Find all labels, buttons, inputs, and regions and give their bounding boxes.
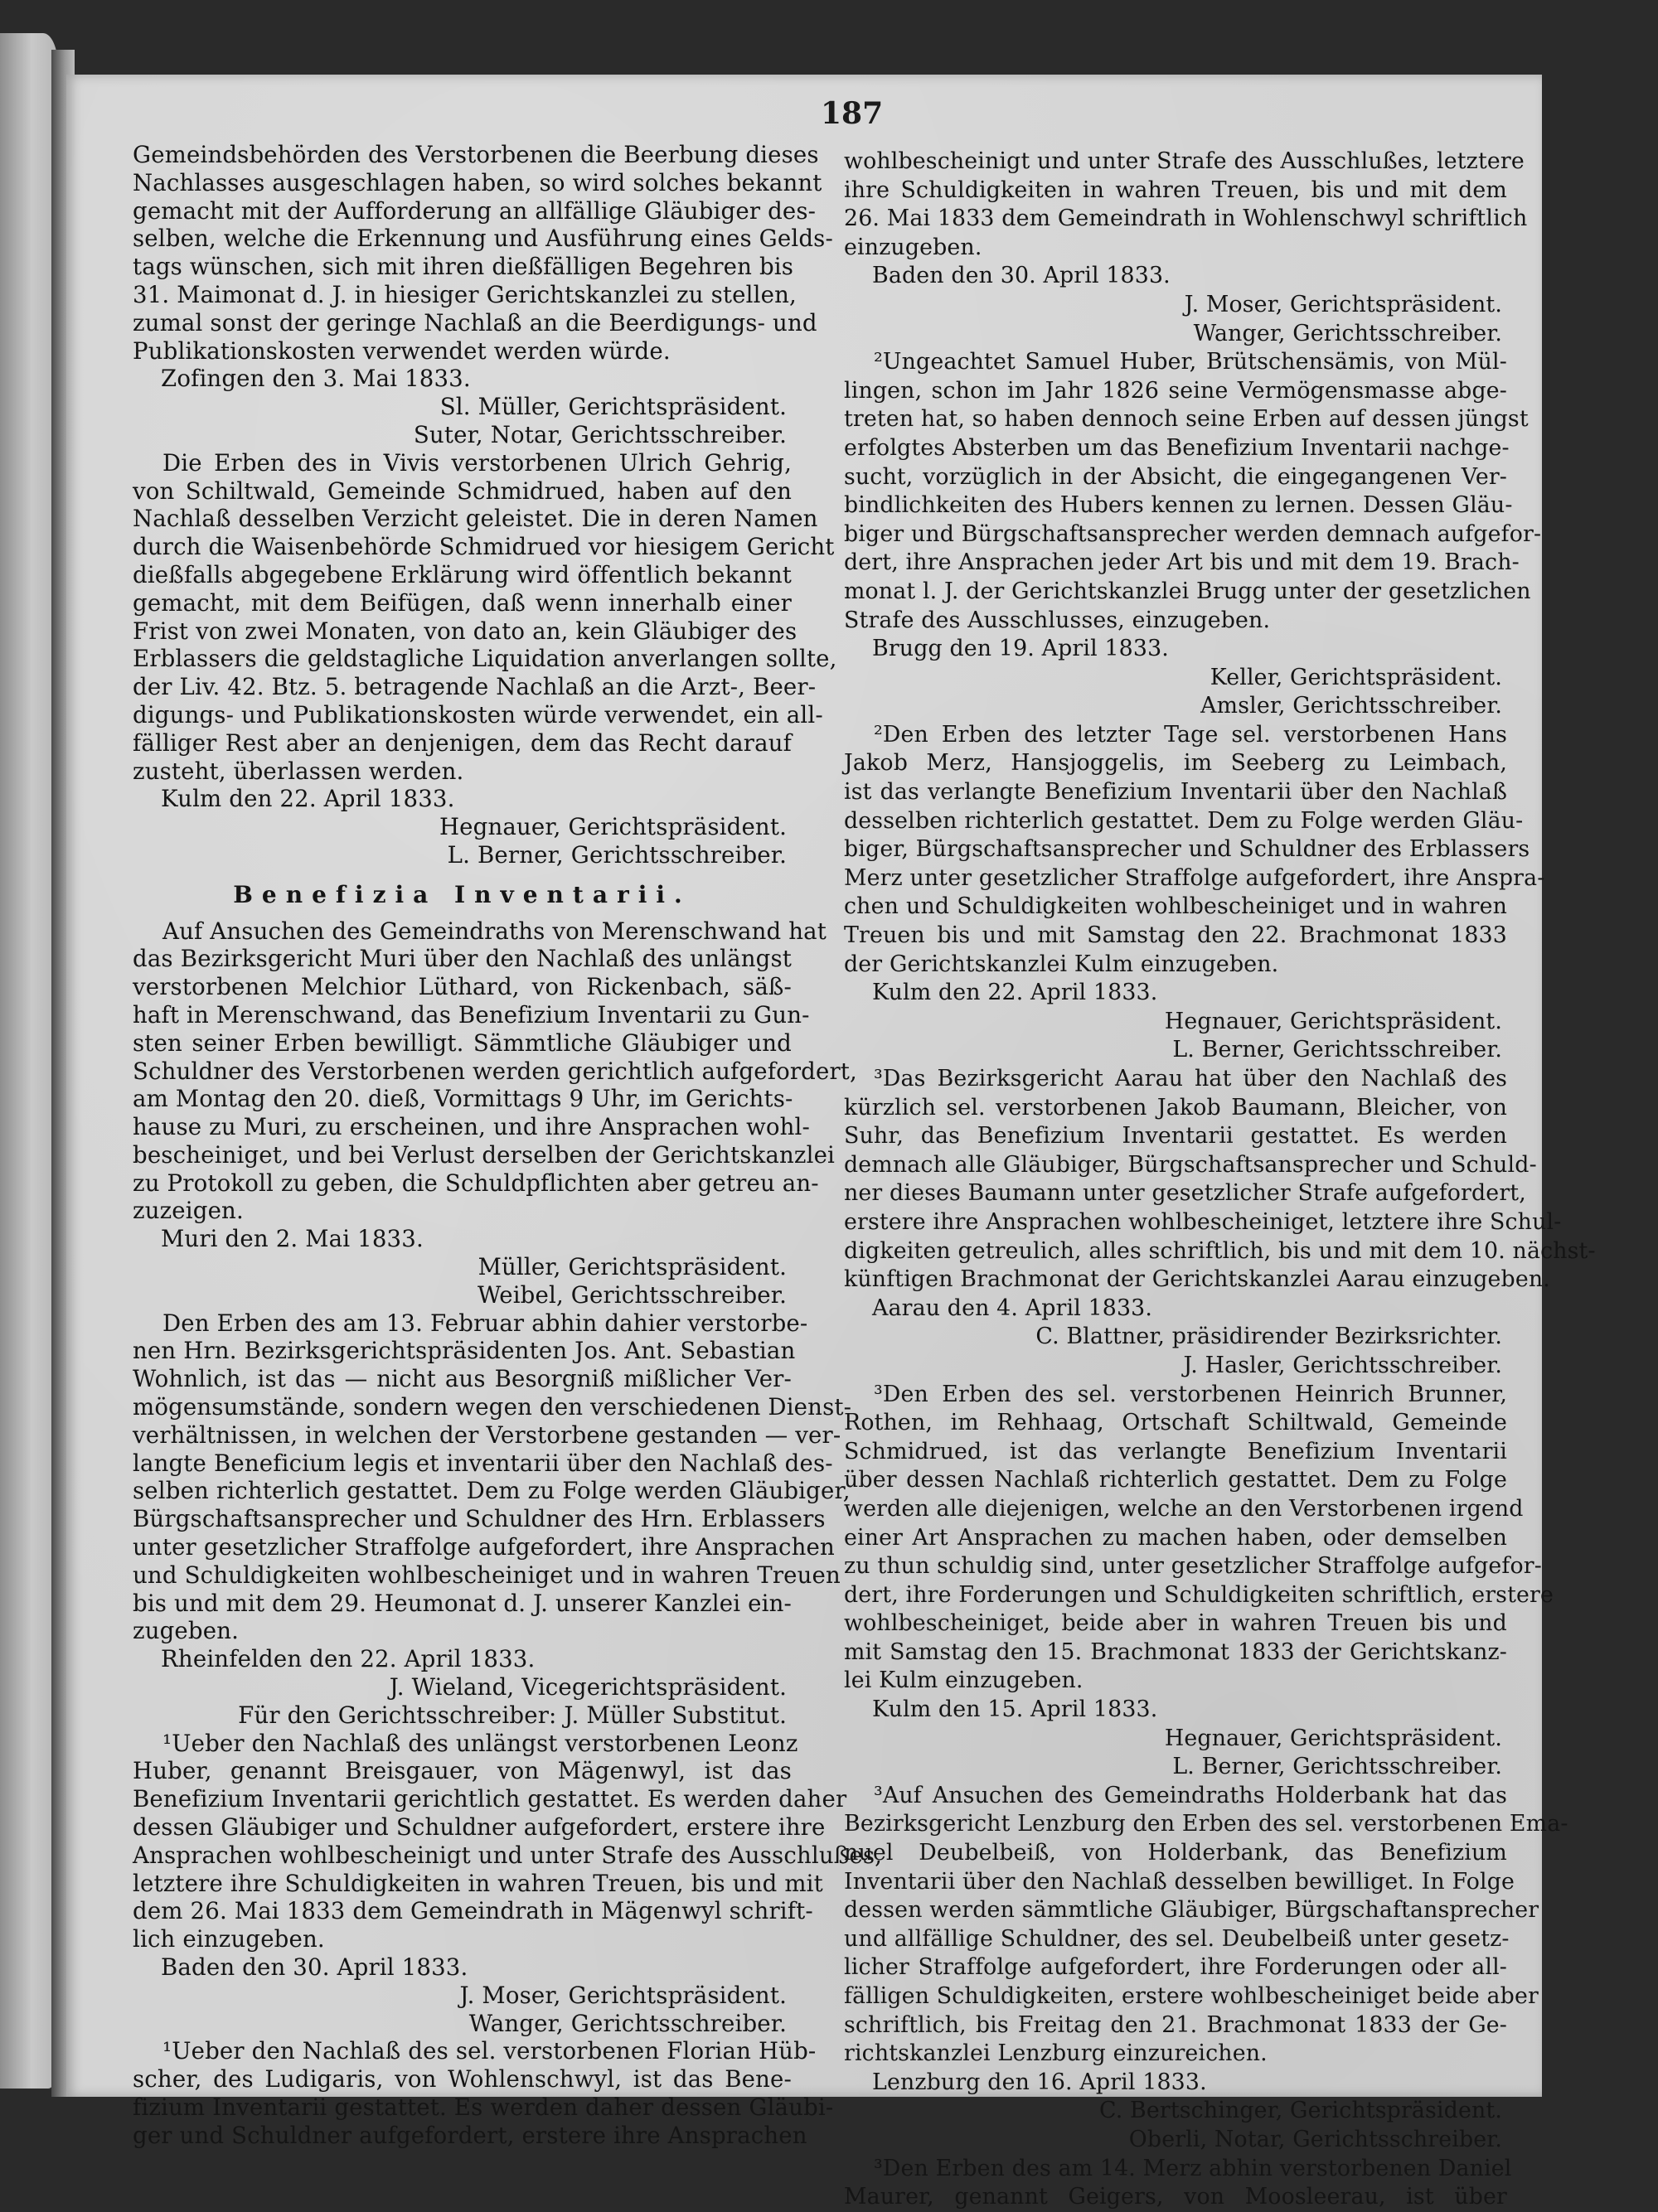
- text-line: dert, ihre Forderungen und Schuldigkeiten schriftlich, erstere: [844, 1581, 1554, 1608]
- text-line: selben, welche die Erkennung und Ausführung eines Gelds-: [133, 225, 833, 253]
- text-line: Treuen bis und mit Samstag den 22. Brachmonat 1833: [844, 922, 1507, 949]
- text-line: ³Auf Ansuchen des Gemeindraths Holderbank hat das: [874, 1782, 1507, 1808]
- signature-line: J. Wieland, Vicegerichtspräsident.: [389, 1673, 787, 1701]
- text-line: selben richterlich gestattet. Dem zu Folge werden Gläubiger,: [133, 1477, 851, 1505]
- text-line: digungs- und Publikationskosten würde verwendet, ein all-: [133, 700, 823, 728]
- text-line: erfolgtes Absterben um das Benefizium Inventarii nachge-: [844, 434, 1510, 461]
- text-line: haft in Merenschwand, das Benefizium Inventarii zu Gun-: [133, 1000, 810, 1029]
- text-line: ner dieses Baumann unter gesetzlicher Strafe aufgefordert,: [844, 1180, 1526, 1207]
- text-line: fälliger Rest aber an denjenigen, dem das Recht darauf: [133, 728, 792, 757]
- text-line: der Gerichtskanzlei Kulm einzugeben.: [844, 951, 1279, 977]
- text-line: werden alle diejenigen, welche an den Verstorbenen irgend: [844, 1495, 1524, 1522]
- text-line: Wohnlich, ist das — nicht aus Besorgniß mißlicher Ver-: [133, 1365, 792, 1393]
- right-column: [844, 148, 1596, 2212]
- text-line: dessen Gläubiger und Schuldner aufgefordert, erstere ihre: [133, 1813, 826, 1842]
- text-line: demnach alle Gläubiger, Bürgschaftsansprecher und Schuld-: [844, 1151, 1537, 1178]
- text-line: künftigen Brachmonat der Gerichtskanzlei Aarau einzugeben.: [844, 1266, 1550, 1293]
- text-line: Bürgschaftsansprecher und Schuldner des Hrn. Erblassers: [133, 1505, 826, 1533]
- signature-line: J. Hasler, Gerichtsschreiber.: [1183, 1352, 1502, 1378]
- text-line: erstere ihre Ansprachen wohlbescheiniget, letztere ihre Schul-: [844, 1208, 1562, 1235]
- text-line: tags wünschen, sich mit ihren dießfälligen Begehren bis: [133, 253, 794, 281]
- text-line: zuzeigen.: [133, 1197, 244, 1225]
- text-line: unter gesetzlicher Straffolge aufgefordert, ihre Ansprachen: [133, 1533, 835, 1561]
- text-line: scher, des Ludigaris, von Wohlenschwyl, ist das Bene-: [133, 2065, 792, 2093]
- text-line: bindlichkeiten des Hubers kennen zu lernen. Dessen Gläu-: [844, 492, 1513, 519]
- signature-line: Keller, Gerichtspräsident.: [1210, 664, 1502, 690]
- text-line: verhältnissen, in welchen der Verstorbene gestanden — ver-: [133, 1421, 841, 1449]
- text-line: zugeben.: [133, 1617, 240, 1645]
- text-line: Strafe des Ausschlusses, einzugeben.: [844, 607, 1271, 633]
- text-line: bis und mit dem 29. Heumonat d. J. unserer Kanzlei ein-: [133, 1589, 792, 1617]
- signature-line: J. Moser, Gerichtspräsident.: [1184, 291, 1502, 317]
- signature-line: Amsler, Gerichtsschreiber.: [1200, 693, 1502, 719]
- signature-line: Sl. Müller, Gerichtspräsident.: [439, 393, 787, 421]
- signature-line: Weibel, Gerichtsschreiber.: [477, 1280, 787, 1309]
- text-line: 31. Maimonat d. J. in hiesiger Gerichtskanzlei zu stellen,: [133, 280, 797, 308]
- text-line: Bezirksgericht Lenzburg den Erben des sel. verstorbenen Ema-: [844, 1811, 1568, 1837]
- text-line: nuel Deubelbeiß, von Holderbank, das Benefizium: [844, 1840, 1507, 1866]
- signature-line: L. Berner, Gerichtsschreiber.: [1172, 1037, 1502, 1063]
- text-line: lingen, schon im Jahr 1826 seine Vermögensmasse abge-: [844, 377, 1507, 404]
- signature-line: L. Berner, Gerichtsschreiber.: [1172, 1754, 1502, 1780]
- text-line: verstorbenen Melchior Lüthard, von Rickenbach, säß-: [133, 973, 792, 1001]
- text-line: Inventarii über den Nachlaß desselben bewilliget. In Folge: [844, 1868, 1515, 1895]
- text-line: ³Den Erben des am 14. Merz abhin verstorbenen Daniel: [874, 2155, 1512, 2181]
- place-date-line: Kulm den 15. April 1833.: [872, 1697, 1158, 1723]
- section-heading: Benefizia Inventarii.: [233, 880, 691, 908]
- place-date-line: Brugg den 19. April 1833.: [872, 636, 1169, 662]
- text-line: dießfalls abgegebene Erklärung wird öffentlich bekannt: [133, 560, 792, 588]
- place-date-line: Kulm den 22. April 1833.: [161, 785, 455, 813]
- text-line: bescheiniget, und bei Verlust derselben der Gerichtskanzlei: [133, 1140, 836, 1169]
- text-line: nen Hrn. Bezirksgerichtspräsidenten Jos. Ant. Sebastian: [133, 1337, 796, 1365]
- text-line: ist das verlangte Benefizium Inventarii über den Nachlaß: [844, 779, 1507, 806]
- text-line: Huber, genannt Breisgauer, von Mägenwyl, ist das: [133, 1757, 792, 1785]
- text-line: am Montag den 20. dieß, Vormittags 9 Uhr, im Gerichts-: [133, 1085, 793, 1113]
- text-line: wohlbescheinigt und unter Strafe des Ausschlußes, letztere: [844, 148, 1525, 174]
- signature-line: Wanger, Gerichtsschreiber.: [468, 2009, 787, 2037]
- text-line: digkeiten getreulich, alles schriftlich, bis und mit dem 10. nächst-: [844, 1237, 1596, 1264]
- text-line: 26. Mai 1833 dem Gemeindrath in Wohlenschwyl schriftlich: [844, 206, 1528, 232]
- text-line: lich einzugeben.: [133, 1925, 325, 1953]
- text-line: ¹Ueber den Nachlaß des sel. verstorbenen Florian Hüb-: [162, 2037, 817, 2065]
- text-line: letztere ihre Schuldigkeiten in wahren Treuen, bis und mit: [133, 1869, 823, 1897]
- text-line: schriftlich, bis Freitag den 21. Brachmonat 1833 der Ge-: [844, 2011, 1507, 2038]
- signature-line: Für den Gerichtsschreiber: J. Müller Substitut.: [238, 1701, 787, 1729]
- place-date-line: Zofingen den 3. Mai 1833.: [161, 365, 471, 393]
- text-line: dessen werden sämmtliche Gläubiger, Bürgschaftansprecher: [844, 1897, 1539, 1924]
- text-line: Die Erben des in Vivis verstorbenen Ulrich Gehrig,: [162, 448, 792, 477]
- place-date-line: Baden den 30. April 1833.: [872, 263, 1171, 289]
- text-line: ²Ungeachtet Samuel Huber, Brütschensämis, von Mül-: [874, 349, 1507, 375]
- text-line: mit Samstag den 15. Brachmonat 1833 der Gerichtskanz-: [844, 1638, 1507, 1665]
- text-line: fälligen Schuldigkeiten, erstere wohlbescheiniget beide aber: [844, 1983, 1539, 2009]
- text-line: Suhr, das Benefizium Inventarii gestattet. Es werden: [844, 1123, 1507, 1150]
- place-date-line: Lenzburg den 16. April 1833.: [872, 2069, 1207, 2095]
- text-line: der Liv. 42. Btz. 5. betragende Nachlaß an die Arzt-, Beer-: [133, 673, 817, 701]
- text-line: Schmidrued, ist das verlangte Benefizium Inventarii: [844, 1438, 1507, 1464]
- place-date-line: Rheinfelden den 22. April 1833.: [161, 1645, 536, 1673]
- text-line: gemacht, mit dem Beifügen, daß wenn innerhalb einer: [133, 588, 792, 617]
- text-line: Jakob Merz, Hansjoggelis, im Seeberg zu Leimbach,: [844, 750, 1507, 777]
- signature-line: Hegnauer, Gerichtspräsident.: [439, 813, 787, 841]
- text-line: ¹Ueber den Nachlaß des unlängst verstorbenen Leonz: [162, 1729, 798, 1757]
- text-line: Auf Ansuchen des Gemeindraths von Merenschwand hat: [162, 917, 827, 945]
- page-number: 187: [821, 96, 884, 131]
- text-line: Gemeindsbehörden des Verstorbenen die Beerbung dieses: [133, 141, 819, 168]
- text-line: Nachlasses ausgeschlagen haben, so wird solches bekannt: [133, 168, 822, 196]
- text-line: einzugeben.: [844, 234, 982, 260]
- text-line: langte Beneficium legis et inventarii über den Nachlaß des-: [133, 1449, 833, 1477]
- text-line: dem 26. Mai 1833 dem Gemeindrath in Mägenwyl schrift-: [133, 1897, 813, 1925]
- text-line: ³Den Erben des sel. verstorbenen Heinrich Brunner,: [874, 1381, 1507, 1407]
- text-line: Rothen, im Rehhaag, Ortschaft Schiltwald, Gemeinde: [844, 1410, 1507, 1436]
- left-column: [133, 141, 883, 2150]
- text-line: Merz unter gesetzlicher Straffolge aufgefordert, ihre Anspra-: [844, 864, 1545, 891]
- signature-line: Wanger, Gerichtsschreiber.: [1193, 320, 1502, 346]
- text-line: wohlbescheiniget, beide aber in wahren Treuen bis und: [844, 1610, 1507, 1637]
- text-line: desselben richterlich gestattet. Dem zu Folge werden Gläu-: [844, 807, 1524, 834]
- signature-line: Hegnauer, Gerichtspräsident.: [1164, 1725, 1502, 1751]
- signature-line: C. Bertschinger, Gerichtspräsident.: [1099, 2098, 1502, 2124]
- signature-line: Suter, Notar, Gerichtsschreiber.: [413, 420, 787, 448]
- text-line: lei Kulm einzugeben.: [844, 1667, 1084, 1694]
- text-line: Frist von zwei Monaten, von dato an, kein Gläubiger des: [133, 617, 797, 645]
- text-line: durch die Waisenbehörde Schmidrued vor hiesigem Gericht: [133, 533, 835, 561]
- text-line: Publikationskosten verwendet werden würde.: [133, 336, 671, 365]
- text-line: licher Straffolge aufgefordert, ihre Forderungen oder all-: [844, 1954, 1507, 1981]
- text-line: zumal sonst der geringe Nachlaß an die Beerdigungs- und: [133, 308, 817, 336]
- text-line: monat l. J. der Gerichtskanzlei Brugg unter der gesetzlichen: [844, 578, 1531, 604]
- text-line: ³Das Bezirksgericht Aarau hat über den Nachlaß des: [874, 1066, 1507, 1091]
- signature-line: C. Blattner, präsidirender Bezirksrichter.: [1035, 1324, 1502, 1350]
- text-line: sten seiner Erben bewilligt. Sämmtliche Gläubiger und: [133, 1029, 792, 1057]
- text-line: gemacht mit der Aufforderung an allfällige Gläubiger des-: [133, 196, 817, 225]
- text-line: Benefizium Inventarii gerichtlich gestattet. Es werden daher: [133, 1785, 847, 1813]
- text-line: über dessen Nachlaß richterlich gestattet. Dem zu Folge: [844, 1467, 1507, 1493]
- text-line: sucht, vorzüglich in der Absicht, die eingegangenen Ver-: [844, 463, 1507, 490]
- signature-line: Müller, Gerichtspräsident.: [478, 1253, 787, 1281]
- place-date-line: Aarau den 4. April 1833.: [872, 1295, 1153, 1321]
- text-line: das Bezirksgericht Muri über den Nachlaß des unlängst: [133, 945, 792, 973]
- text-line: Nachlaß desselben Verzicht geleistet. Die in deren Namen: [133, 505, 818, 533]
- text-line: Erblassers die geldstagliche Liquidation anverlangen sollte,: [133, 645, 837, 673]
- text-line: Maurer, genannt Geigers, von Moosleerau, ist über: [844, 2184, 1507, 2210]
- place-date-line: Baden den 30. April 1833.: [161, 1953, 468, 1981]
- text-line: ger und Schuldner aufgefordert, erstere ihre Ansprachen: [133, 2121, 807, 2149]
- signature-line: Hegnauer, Gerichtspräsident.: [1164, 1008, 1502, 1034]
- text-line: kürzlich sel. verstorbenen Jakob Baumann, Bleicher, von: [844, 1094, 1507, 1121]
- signature-line: Oberli, Notar, Gerichtsschreiber.: [1128, 2126, 1502, 2152]
- text-line: mögensumstände, sondern wegen den verschiedenen Dienst-: [133, 1393, 852, 1421]
- text-line: zu thun schuldig sind, unter gesetzlicher Straffolge aufgefor-: [844, 1553, 1542, 1580]
- text-line: biger, Bürgschaftsansprecher und Schuldner des Erblassers: [844, 836, 1530, 863]
- signature-line: L. Berner, Gerichtsschreiber.: [447, 840, 787, 869]
- text-line: ²Den Erben des letzter Tage sel. verstorbenen Hans: [874, 721, 1507, 748]
- place-date-line: Kulm den 22. April 1833.: [872, 980, 1158, 1006]
- text-line: von Schiltwald, Gemeinde Schmidrued, haben auf den: [133, 477, 792, 505]
- text-line: treten hat, so haben dennoch seine Erben auf dessen jüngst: [844, 406, 1529, 433]
- text-line: biger und Bürgschaftsansprecher werden demnach aufgefor-: [844, 520, 1542, 547]
- text-line: fizium Inventarii gestattet. Es werden daher dessen Gläubi-: [133, 2093, 834, 2121]
- text-line: zu Protokoll zu geben, die Schuldpflichten aber getreu an-: [133, 1169, 819, 1197]
- text-line: Den Erben des am 13. Februar abhin dahier verstorbe-: [162, 1309, 808, 1337]
- text-line: ihre Schuldigkeiten in wahren Treuen, bis und mit dem: [844, 177, 1507, 203]
- text-line: chen und Schuldigkeiten wohlbescheiniget und in wahren: [844, 893, 1507, 920]
- newspaper-page: [66, 75, 1596, 2210]
- facing-page-edge: [0, 33, 58, 2089]
- text-line: Ansprachen wohlbescheinigt und unter Strafe des Ausschlußes,: [133, 1841, 883, 1869]
- text-line: einer Art Ansprachen zu machen haben, oder demselben: [844, 1524, 1507, 1551]
- text-line: und allfällige Schuldner, des sel. Deubelbeiß unter gesetz-: [844, 1925, 1510, 1952]
- text-line: hause zu Muri, zu erscheinen, und ihre Ansprachen wohl-: [133, 1113, 811, 1141]
- signature-line: J. Moser, Gerichtspräsident.: [459, 1981, 787, 2009]
- text-line: zusteht, überlassen werden.: [133, 757, 464, 785]
- text-line: Schuldner des Verstorbenen werden gerichtlich aufgefordert,: [133, 1057, 857, 1085]
- text-line: und Schuldigkeiten wohlbescheiniget und in wahren Treuen: [133, 1561, 841, 1589]
- text-line: dert, ihre Ansprachen jeder Art bis und mit dem 19. Brach-: [844, 549, 1520, 576]
- text-line: richtskanzlei Lenzburg einzureichen.: [844, 2040, 1268, 2067]
- place-date-line: Muri den 2. Mai 1833.: [161, 1225, 424, 1253]
